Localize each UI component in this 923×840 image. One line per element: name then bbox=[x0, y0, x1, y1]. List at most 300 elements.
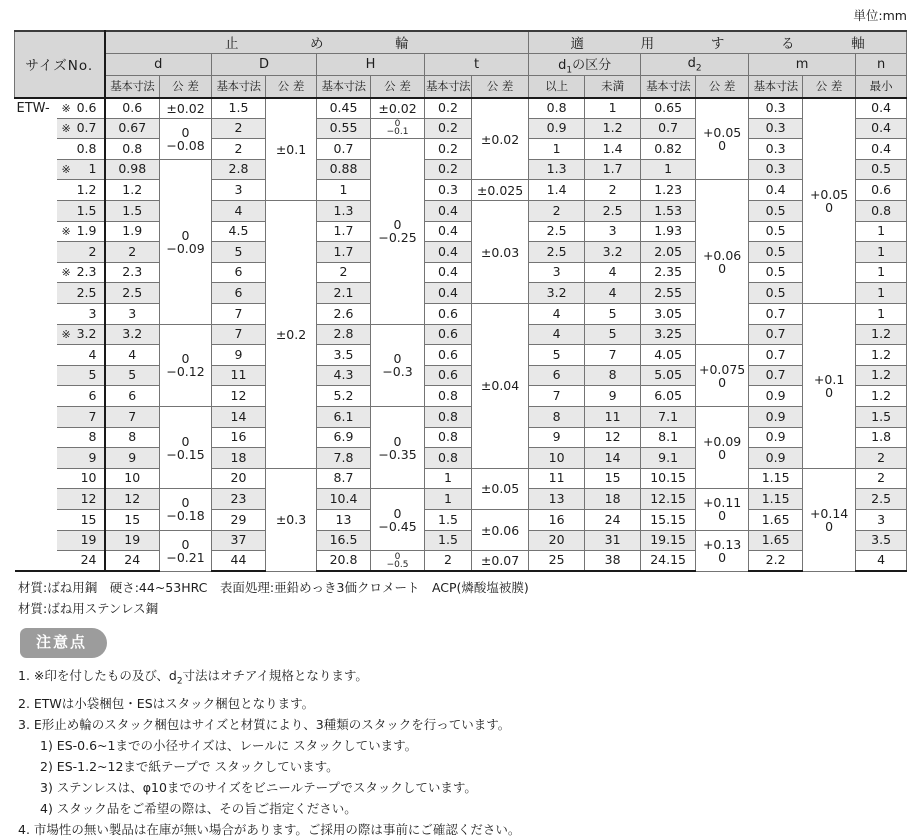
t-basic-cell: 0.8 bbox=[425, 386, 472, 407]
H-tolerance-cell: 0 −0.5 bbox=[371, 551, 425, 572]
t-basic-cell: 1.5 bbox=[425, 509, 472, 530]
notice-badge: 注意点 bbox=[20, 628, 107, 658]
m-basic-cell: 0.5 bbox=[749, 201, 803, 222]
t-tolerance-cell: ±0.04 bbox=[472, 304, 529, 469]
d-basic-cell: 15 bbox=[105, 509, 160, 530]
star-mark: ※ bbox=[61, 121, 71, 135]
t-tolerance-cell: ±0.06 bbox=[472, 509, 529, 550]
D-basic-cell: 5 bbox=[212, 242, 266, 263]
d1-under-cell: 24 bbox=[585, 509, 641, 530]
d1-under-cell: 1.2 bbox=[585, 118, 641, 139]
m-basic-cell: 0.5 bbox=[749, 262, 803, 283]
size-prefix-cell bbox=[15, 262, 57, 283]
note-1: 1. ※印を付したもの及び、$d_2$寸法はオチアイ規格となります。 bbox=[18, 668, 368, 687]
D-basic-cell: 4.5 bbox=[212, 221, 266, 242]
d2-tolerance-cell: +0.075 0 bbox=[696, 345, 749, 407]
d2-basic-cell: 15.15 bbox=[641, 509, 696, 530]
H-basic-cell: 10.4 bbox=[317, 489, 371, 510]
d2-basic-cell: 3.25 bbox=[641, 324, 696, 345]
H-tolerance-cell: 0 −0.3 bbox=[371, 324, 425, 406]
d2-basic-cell: 7.1 bbox=[641, 407, 696, 428]
d-basic-cell: 0.67 bbox=[105, 118, 160, 139]
n-min-cell: 0.4 bbox=[856, 98, 907, 119]
note-3-4: 4) スタック品をご希望の際は、その旨ご指定ください。 bbox=[40, 800, 357, 816]
m-basic-cell: 0.3 bbox=[749, 98, 803, 119]
d-basic-cell: 4 bbox=[105, 345, 160, 366]
table-row bbox=[15, 448, 907, 469]
size-cell: 0.8 bbox=[57, 139, 105, 160]
H-basic-cell: 2.8 bbox=[317, 324, 371, 345]
d1-over-cell: 25 bbox=[529, 551, 585, 572]
H-basic-cell: 1.3 bbox=[317, 201, 371, 222]
d1-over-cell: 5 bbox=[529, 345, 585, 366]
m-basic-cell: 0.7 bbox=[749, 324, 803, 345]
size-no-header: サイズNo. bbox=[15, 31, 105, 98]
d1-over-cell: 9 bbox=[529, 427, 585, 448]
size-prefix-cell bbox=[15, 201, 57, 222]
table-row bbox=[15, 427, 907, 448]
D-basic-cell: 18 bbox=[212, 448, 266, 469]
D-tolerance-cell: ±0.3 bbox=[266, 468, 317, 571]
col-H-header: H bbox=[317, 53, 425, 76]
m-basic-cell: 0.9 bbox=[749, 407, 803, 428]
size-prefix-cell bbox=[15, 159, 57, 180]
D-tolerance-cell: ±0.2 bbox=[266, 201, 317, 469]
size-cell: 19 bbox=[57, 530, 105, 551]
t-basic-cell: 0.8 bbox=[425, 448, 472, 469]
star-mark: ※ bbox=[61, 224, 71, 238]
n-min-cell: 0.8 bbox=[856, 201, 907, 222]
D-basic-cell: 7 bbox=[212, 324, 266, 345]
n-min-cell: 1 bbox=[856, 242, 907, 263]
size-prefix-cell bbox=[15, 221, 57, 242]
t-basic-cell: 1 bbox=[425, 489, 472, 510]
m-basic-cell: 1.65 bbox=[749, 509, 803, 530]
H-basic-cell: 2 bbox=[317, 262, 371, 283]
d2-tolerance-cell: +0.09 0 bbox=[696, 407, 749, 489]
n-min-cell: 2.5 bbox=[856, 489, 907, 510]
m-tolerance-cell: +0.14 0 bbox=[803, 468, 856, 571]
ring-group-header bbox=[105, 31, 529, 53]
size-prefix-cell bbox=[15, 304, 57, 325]
d1-over-cell: 16 bbox=[529, 509, 585, 530]
d1-under-cell: 5 bbox=[585, 304, 641, 325]
n-min-cell: 0.4 bbox=[856, 139, 907, 160]
m-basic-cell: 0.7 bbox=[749, 304, 803, 325]
d2-tolerance-cell: +0.06 0 bbox=[696, 180, 749, 345]
d2-basic-cell: 1 bbox=[641, 159, 696, 180]
n-min-cell: 1 bbox=[856, 262, 907, 283]
H-basic-cell: 8.7 bbox=[317, 468, 371, 489]
d1-under-cell: 3.2 bbox=[585, 242, 641, 263]
size-prefix-cell bbox=[15, 180, 57, 201]
d2-basic-cell: 0.82 bbox=[641, 139, 696, 160]
m-basic-cell: 1.65 bbox=[749, 530, 803, 551]
t-basic-cell: 0.4 bbox=[425, 262, 472, 283]
m-basic-cell: 0.5 bbox=[749, 283, 803, 304]
H-tolerance-cell: 0 −0.45 bbox=[371, 489, 425, 551]
n-min-cell: 0.5 bbox=[856, 159, 907, 180]
t-basic-cell: 0.6 bbox=[425, 365, 472, 386]
d-basic-cell: 0.6 bbox=[105, 98, 160, 119]
table-row bbox=[15, 324, 907, 345]
d-basic-cell: 24 bbox=[105, 551, 160, 572]
size-prefix-cell bbox=[15, 509, 57, 530]
d-basic-cell: 3.2 bbox=[105, 324, 160, 345]
material-line-2: 材質:ばね用ステンレス鋼 bbox=[18, 601, 159, 616]
m-basic-cell: 0.5 bbox=[749, 221, 803, 242]
d-basic-cell: 1.9 bbox=[105, 221, 160, 242]
d2-basic-cell: 24.15 bbox=[641, 551, 696, 572]
d1-under-cell: 11 bbox=[585, 407, 641, 428]
size-prefix-cell bbox=[15, 427, 57, 448]
d1-over-cell: 0.8 bbox=[529, 98, 585, 119]
m-tolerance-cell: +0.05 0 bbox=[803, 98, 856, 304]
H-basic-cell: 5.2 bbox=[317, 386, 371, 407]
spec-table bbox=[14, 30, 922, 572]
H-basic-cell: 4.3 bbox=[317, 365, 371, 386]
d-basic-cell: 0.98 bbox=[105, 159, 160, 180]
d2-tolerance-cell: +0.11 0 bbox=[696, 489, 749, 530]
t-tolerance-cell: ±0.025 bbox=[472, 180, 529, 201]
d2-basic-cell: 12.15 bbox=[641, 489, 696, 510]
D-basic-cell: 29 bbox=[212, 509, 266, 530]
size-prefix-cell bbox=[15, 489, 57, 510]
m-basic-cell: 0.3 bbox=[749, 139, 803, 160]
size-prefix-cell bbox=[15, 139, 57, 160]
d-basic-cell: 5 bbox=[105, 365, 160, 386]
table-row bbox=[15, 304, 907, 325]
t-tolerance-cell: ±0.07 bbox=[472, 551, 529, 572]
H-tolerance-cell: 0 −0.35 bbox=[371, 407, 425, 489]
n-min-cell: 1.2 bbox=[856, 345, 907, 366]
n-min-cell: 1.5 bbox=[856, 407, 907, 428]
d1-over-cell: 3 bbox=[529, 262, 585, 283]
size-cell: ※ 0.7 bbox=[57, 118, 105, 139]
n-min-cell: 1.2 bbox=[856, 365, 907, 386]
size-cell: ※ 3.2 bbox=[57, 324, 105, 345]
n-min-cell: 3.5 bbox=[856, 530, 907, 551]
size-cell: 2 bbox=[57, 242, 105, 263]
d2-tolerance-cell: +0.05 0 bbox=[696, 98, 749, 180]
d2-basic-cell: 2.05 bbox=[641, 242, 696, 263]
table-row bbox=[15, 386, 907, 407]
table-row bbox=[15, 118, 907, 139]
d-basic-cell: 8 bbox=[105, 427, 160, 448]
t-basic-cell: 0.4 bbox=[425, 221, 472, 242]
star-mark: ※ bbox=[61, 327, 71, 341]
D-tol-header: 公 差 bbox=[266, 76, 317, 98]
d-tolerance-cell: 0 −0.09 bbox=[160, 159, 212, 324]
size-prefix-cell bbox=[15, 551, 57, 572]
table-row bbox=[15, 365, 907, 386]
star-mark: ※ bbox=[61, 266, 71, 280]
t-basic-cell: 0.3 bbox=[425, 180, 472, 201]
size-prefix-cell: ETW- bbox=[15, 98, 57, 119]
size-cell: 9 bbox=[57, 448, 105, 469]
size-cell: 2.5 bbox=[57, 283, 105, 304]
n-min-cell: 1 bbox=[856, 221, 907, 242]
H-basic-cell: 0.45 bbox=[317, 98, 371, 119]
d-basic-cell: 12 bbox=[105, 489, 160, 510]
n-min-cell: 1.2 bbox=[856, 386, 907, 407]
d2-basic-cell: 19.15 bbox=[641, 530, 696, 551]
n-min-cell: 0.4 bbox=[856, 118, 907, 139]
t-basic-cell: 0.2 bbox=[425, 159, 472, 180]
d2-basic-cell: 10.15 bbox=[641, 468, 696, 489]
d1-over-cell: 20 bbox=[529, 530, 585, 551]
size-prefix-cell bbox=[15, 345, 57, 366]
table-row bbox=[15, 530, 907, 551]
d1-under-cell: 1.4 bbox=[585, 139, 641, 160]
d1-under-cell: 9 bbox=[585, 386, 641, 407]
m-basic-cell: 0.3 bbox=[749, 159, 803, 180]
d-tolerance-cell: ±0.02 bbox=[160, 98, 212, 119]
d-basic-cell: 6 bbox=[105, 386, 160, 407]
d1-over-cell: 7 bbox=[529, 386, 585, 407]
d1-under-cell: 4 bbox=[585, 283, 641, 304]
n-min-cell: 1 bbox=[856, 304, 907, 325]
m-tolerance-cell: +0.1 0 bbox=[803, 304, 856, 469]
d-basic-cell: 9 bbox=[105, 448, 160, 469]
size-cell: 3 bbox=[57, 304, 105, 325]
size-prefix-cell bbox=[15, 448, 57, 469]
d1-over-cell: 2.5 bbox=[529, 242, 585, 263]
size-cell: 4 bbox=[57, 345, 105, 366]
d-tol-header: 公 差 bbox=[160, 76, 212, 98]
table-row bbox=[15, 407, 907, 428]
d-basic-cell: 10 bbox=[105, 468, 160, 489]
star-mark: ※ bbox=[61, 163, 71, 177]
n-min-cell: 0.6 bbox=[856, 180, 907, 201]
d1-under-cell: 14 bbox=[585, 448, 641, 469]
size-prefix-cell bbox=[15, 324, 57, 345]
H-basic-cell: 0.55 bbox=[317, 118, 371, 139]
H-basic-cell: 2.6 bbox=[317, 304, 371, 325]
size-cell: 6 bbox=[57, 386, 105, 407]
d1-under-cell: 2.5 bbox=[585, 201, 641, 222]
star-mark: ※ bbox=[61, 101, 71, 115]
t-tolerance-cell: ±0.05 bbox=[472, 468, 529, 509]
D-basic-cell: 9 bbox=[212, 345, 266, 366]
d1-over-cell: 2 bbox=[529, 201, 585, 222]
table-row bbox=[15, 201, 907, 222]
d-basic-cell: 1.5 bbox=[105, 201, 160, 222]
H-basic-cell: 20.8 bbox=[317, 551, 371, 572]
col-D-header: D bbox=[212, 53, 317, 76]
col-d1-header: $d_1$の区分 bbox=[529, 53, 641, 76]
n-min-cell: 2 bbox=[856, 468, 907, 489]
table-row bbox=[15, 180, 907, 201]
H-basic-cell: 1.7 bbox=[317, 242, 371, 263]
size-prefix-cell bbox=[15, 386, 57, 407]
D-basic-cell: 2.8 bbox=[212, 159, 266, 180]
m-basic-cell: 0.9 bbox=[749, 448, 803, 469]
t-tolerance-cell: ±0.02 bbox=[472, 98, 529, 180]
note-3-1: 1) ES-0.6~1までの小径サイズは、レールに スタックしています。 bbox=[40, 737, 418, 753]
d1-under-cell: 1 bbox=[585, 98, 641, 119]
size-prefix-cell bbox=[15, 365, 57, 386]
t-tol-header: 公 差 bbox=[472, 76, 529, 98]
t-basic-cell: 0.8 bbox=[425, 407, 472, 428]
H-basic-cell: 7.8 bbox=[317, 448, 371, 469]
d1-under-header: 未満 bbox=[585, 76, 641, 98]
d-basic-cell: 1.2 bbox=[105, 180, 160, 201]
d-tolerance-cell: 0 −0.15 bbox=[160, 407, 212, 489]
d-basic-cell: 2.5 bbox=[105, 283, 160, 304]
t-basic-cell: 0.8 bbox=[425, 427, 472, 448]
size-cell: ※ 0.6 bbox=[57, 98, 105, 119]
m-basic-cell: 0.5 bbox=[749, 242, 803, 263]
size-cell: 5 bbox=[57, 365, 105, 386]
size-cell: ※ 1 bbox=[57, 159, 105, 180]
table-row bbox=[15, 98, 907, 119]
size-prefix-cell bbox=[15, 242, 57, 263]
d-basic-cell: 0.8 bbox=[105, 139, 160, 160]
d1-under-cell: 38 bbox=[585, 551, 641, 572]
note-2: 2. ETWは小袋梱包・ESはスタック梱包となります。 bbox=[18, 695, 315, 711]
t-basic-cell: 0.4 bbox=[425, 283, 472, 304]
n-min-cell: 3 bbox=[856, 509, 907, 530]
H-tolerance-cell: ±0.02 bbox=[371, 98, 425, 119]
D-tolerance-cell: ±0.1 bbox=[266, 98, 317, 201]
m-basic-header: 基本寸法 bbox=[749, 76, 803, 98]
H-basic-header: 基本寸法 bbox=[317, 76, 371, 98]
t-basic-cell: 1.5 bbox=[425, 530, 472, 551]
d-tolerance-cell: 0 −0.08 bbox=[160, 118, 212, 159]
d2-basic-cell: 1.53 bbox=[641, 201, 696, 222]
m-basic-cell: 0.4 bbox=[749, 180, 803, 201]
H-basic-cell: 1 bbox=[317, 180, 371, 201]
d2-basic-cell: 2.35 bbox=[641, 262, 696, 283]
H-basic-cell: 0.7 bbox=[317, 139, 371, 160]
H-basic-cell: 3.5 bbox=[317, 345, 371, 366]
note-3-3: 3) ステンレスは、φ10までのサイズをビニールテープでスタックしています。 bbox=[40, 779, 477, 795]
d1-under-cell: 7 bbox=[585, 345, 641, 366]
t-basic-cell: 1 bbox=[425, 468, 472, 489]
d1-under-cell: 3 bbox=[585, 221, 641, 242]
note-4: 4. 市場性の無い製品は在庫が無い場合があります。ご採用の際は事前にご確認ください。 bbox=[18, 821, 521, 837]
unit-label: 単位:mm bbox=[853, 8, 907, 23]
m-basic-cell: 0.3 bbox=[749, 118, 803, 139]
table-row bbox=[15, 159, 907, 180]
d-tolerance-cell: 0 −0.21 bbox=[160, 530, 212, 571]
size-cell: 7 bbox=[57, 407, 105, 428]
d2-basic-cell: 0.65 bbox=[641, 98, 696, 119]
n-min-cell: 4 bbox=[856, 551, 907, 572]
t-basic-cell: 0.4 bbox=[425, 201, 472, 222]
d-basic-header: 基本寸法 bbox=[105, 76, 160, 98]
D-basic-cell: 12 bbox=[212, 386, 266, 407]
size-prefix-cell bbox=[15, 530, 57, 551]
D-basic-cell: 11 bbox=[212, 365, 266, 386]
d1-over-cell: 10 bbox=[529, 448, 585, 469]
H-basic-cell: 6.1 bbox=[317, 407, 371, 428]
D-basic-cell: 6 bbox=[212, 262, 266, 283]
d1-over-cell: 0.9 bbox=[529, 118, 585, 139]
note-3-2: 2) ES-1.2~12まで紙テープで スタックしています。 bbox=[40, 758, 339, 774]
d-basic-cell: 2.3 bbox=[105, 262, 160, 283]
t-basic-cell: 2 bbox=[425, 551, 472, 572]
d2-basic-cell: 4.05 bbox=[641, 345, 696, 366]
d2-basic-cell: 6.05 bbox=[641, 386, 696, 407]
d2-basic-cell: 1.93 bbox=[641, 221, 696, 242]
table-row bbox=[15, 509, 907, 530]
d1-over-cell: 4 bbox=[529, 324, 585, 345]
d-tolerance-cell: 0 −0.18 bbox=[160, 489, 212, 530]
d-basic-cell: 7 bbox=[105, 407, 160, 428]
d-basic-cell: 19 bbox=[105, 530, 160, 551]
d1-over-cell: 1 bbox=[529, 139, 585, 160]
table-body bbox=[15, 98, 907, 572]
table-header bbox=[15, 31, 922, 98]
D-basic-cell: 37 bbox=[212, 530, 266, 551]
d1-over-cell: 3.2 bbox=[529, 283, 585, 304]
size-cell: ※ 2.3 bbox=[57, 262, 105, 283]
table-row bbox=[15, 468, 907, 489]
note-3: 3. E形止め輪のスタック梱包はサイズと材質により、3種類のスタックを行っています。 bbox=[18, 716, 511, 732]
H-basic-cell: 2.1 bbox=[317, 283, 371, 304]
size-cell: 15 bbox=[57, 509, 105, 530]
d2-basic-cell: 2.55 bbox=[641, 283, 696, 304]
D-basic-cell: 1.5 bbox=[212, 98, 266, 119]
d1-under-cell: 15 bbox=[585, 468, 641, 489]
D-basic-cell: 4 bbox=[212, 201, 266, 222]
m-basic-cell: 1.15 bbox=[749, 489, 803, 510]
n-min-cell: 1.8 bbox=[856, 427, 907, 448]
H-tolerance-cell: 0 −0.25 bbox=[371, 139, 425, 324]
size-cell: 24 bbox=[57, 551, 105, 572]
d1-over-cell: 13 bbox=[529, 489, 585, 510]
H-basic-cell: 16.5 bbox=[317, 530, 371, 551]
d-basic-cell: 3 bbox=[105, 304, 160, 325]
m-tol-header: 公 差 bbox=[803, 76, 856, 98]
material-line-1: 材質:ばね用鋼 硬さ:44~53HRC 表面処理:亜鉛めっき3価クロメート ACP(燐酸塩被膜) bbox=[18, 580, 529, 595]
d2-basic-cell: 0.7 bbox=[641, 118, 696, 139]
d2-basic-cell: 1.23 bbox=[641, 180, 696, 201]
d1-over-cell: 4 bbox=[529, 304, 585, 325]
size-prefix-cell bbox=[15, 468, 57, 489]
H-basic-cell: 0.88 bbox=[317, 159, 371, 180]
D-basic-cell: 6 bbox=[212, 283, 266, 304]
size-cell: 1.5 bbox=[57, 201, 105, 222]
d1-under-cell: 8 bbox=[585, 365, 641, 386]
d1-over-cell: 1.3 bbox=[529, 159, 585, 180]
table-row bbox=[15, 242, 907, 263]
D-basic-header: 基本寸法 bbox=[212, 76, 266, 98]
m-basic-cell: 1.15 bbox=[749, 468, 803, 489]
d1-under-cell: 31 bbox=[585, 530, 641, 551]
d2-tolerance-cell: +0.13 0 bbox=[696, 530, 749, 571]
d1-under-cell: 1.7 bbox=[585, 159, 641, 180]
D-basic-cell: 44 bbox=[212, 551, 266, 572]
D-basic-cell: 16 bbox=[212, 427, 266, 448]
d1-over-cell: 6 bbox=[529, 365, 585, 386]
table-row bbox=[15, 551, 907, 572]
H-basic-cell: 1.7 bbox=[317, 221, 371, 242]
size-prefix-cell bbox=[15, 407, 57, 428]
D-basic-cell: 14 bbox=[212, 407, 266, 428]
H-tolerance-cell: 0 −0.1 bbox=[371, 118, 425, 139]
d1-under-cell: 18 bbox=[585, 489, 641, 510]
H-tol-header: 公 差 bbox=[371, 76, 425, 98]
col-m-header: m bbox=[749, 53, 856, 76]
col-n-header: n bbox=[856, 53, 907, 76]
d1-over-cell: 2.5 bbox=[529, 221, 585, 242]
t-basic-cell: 0.6 bbox=[425, 324, 472, 345]
t-basic-cell: 0.2 bbox=[425, 118, 472, 139]
d2-basic-cell: 3.05 bbox=[641, 304, 696, 325]
